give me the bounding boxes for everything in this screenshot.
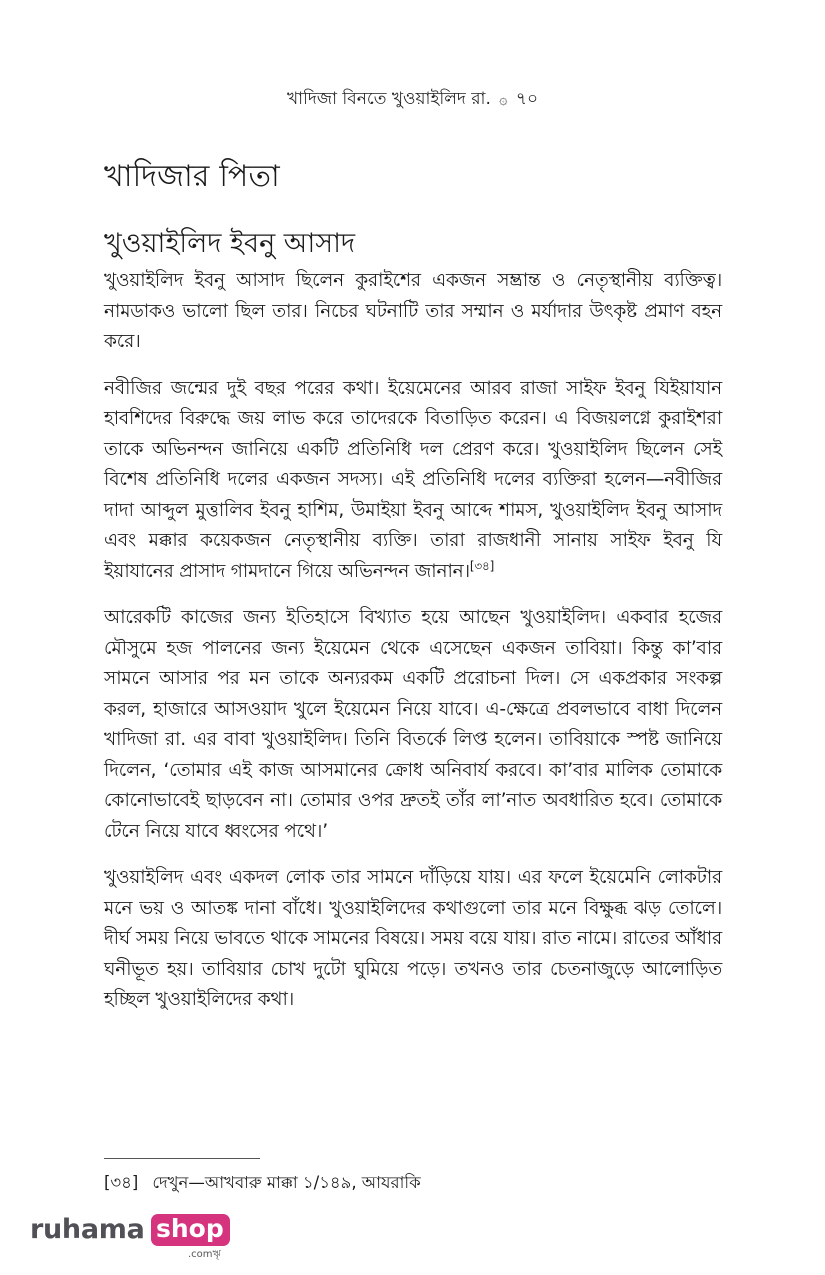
section-title: খুওয়াইলিদ ইবনু আসাদ xyxy=(104,228,356,259)
running-header xyxy=(0,86,825,114)
paragraph-1: খুওয়াইলিদ ইবনু আসাদ ছিলেন কুরাইশের একজন সম্ভ্রান্ত ও নেতৃস্থানীয় ব্যক্তিত্ব। নামডাকও ভালো ছিল তার। নিচের ঘটনাটি তার সম্মান ও মর্যাদার উৎকৃষ্ট প্রমাণ বহন করে। xyxy=(104,270,722,352)
paragraph-3: আরেকটি কাজের জন্য ইতিহাসে বিখ্যাত হয়ে আছেন খুওয়াইলিদ। একবার হজের মৌসুমে হজ পালনের জন্য ইয়েমেন থেকে এসেছেন একজন তাবিয়া। কিন্তু কা’বার সামনে আসার পর মন তাকে অন্যরকম একটি প্ররোচনা দিল। সে একপ্রকার সংকল্প করল, হাজারে আসওয়াদ খুলে ইয়েমেন নিয়ে যাবে। এ-ক্ষেত্রে প্রবলভাবে বাধা দিলেন খাদিজা রা. এর বাবা খুওয়াইলিদ। তিনি বিতর্কে লিপ্ত হলেন। তাবিয়াকে স্পষ্ট জানিয়ে দিলেন, ‘তোমার এই কাজ আসমানের ক্রোধ অনিবার্য করবে। কা’বার মালিক তোমাকে কোনোভাবেই ছাড়বেন না। তোমার ওপর দ্রুতই তাঁর লা’নাত অবধারিত হবে। তোমাকে টেনে নিয়ে যাবে ধ্বংসের পথে।’ xyxy=(104,607,722,842)
running-title: খাদিজা বিনতে খুওয়াইলিদ রা. xyxy=(286,89,491,109)
paragraph-2 xyxy=(104,374,722,588)
footnote-reference[interactable]: [৩৪] xyxy=(469,558,495,573)
paragraph-2-text: নবীজির জন্মের দুই বছর পরের কথা। ইয়েমেনের আরব রাজা সাইফ ইবনু যিইয়াযান হাবশিদের বিরুদ্ধে জয় লাভ করে তাদেরকে বিতাড়িত করেন। এ বিজয়লগ্নে কুরাইশরা তাকে অভিনন্দন জানিয়ে একটি প্রতিনিধি দল প্রেরণ করে। খুওয়াইলিদ ছিলেন সেই বিশেষ প্রতিনিধি দলের একজন সদস্য। এই প্রতিনিধি দলের ব্যক্তিরা হলেন—নবীজির দাদা আব্দুল মুত্তালিব ইবনু হাশিম, উমাইয়া ইবনু আব্দে শামস, খুওয়াইলিদ ইবনু আসাদ এবং মক্কার কয়েকজন নেতৃস্থানীয় ব্যক্তি। তারা রাজধানী সানায় সাইফ ইবনু যি ইয়াযানের প্রাসাদ গামদানে গিয়ে অভিনন্দন জানান। xyxy=(104,377,722,582)
footnote xyxy=(104,1170,421,1197)
logo-text-ruhama: ruhama xyxy=(30,1214,145,1245)
chapter-title: খাদিজার পিতা xyxy=(104,159,280,194)
ornament-icon: ۞ xyxy=(499,92,508,108)
page-number: ৭০ xyxy=(515,89,539,109)
paragraph-4: খুওয়াইলিদ এবং একদল লোক তার সামনে দাঁড়িয়ে যায়। এর ফলে ইয়েমেনি লোকটার মনে ভয় ও আতঙ্ক দানা বাঁধে। খুওয়াইলিদের কথাগুলো তার মনে বিক্ষুব্ধ ঝড় তোলে। দীর্ঘ সময় নিয়ে ভাবতে থাকে সামনের বিষয়ে। সময় বয়ে যায়। রাত নামে। রাতের আঁধার ঘনীভূত হয়। তাবিয়ার চোখ দুটো ঘুমিয়ে পড়ে। তখনও তার চেতনাজুড়ে আলোড়িত হচ্ছিল খুওয়াইলিদের কথা। xyxy=(104,867,722,1010)
footnote-number: [৩৪] xyxy=(104,1173,139,1192)
logo-text-com: .comৠ xyxy=(188,1249,221,1260)
logo-text-shop: shop xyxy=(151,1214,230,1246)
footnote-text: দেখুন—আখবারু মাক্কা ১/১৪৯, আযরাকি xyxy=(152,1173,421,1192)
footnote-divider xyxy=(104,1158,260,1159)
body-text xyxy=(104,266,722,1032)
ruhama-shop-logo xyxy=(30,1212,230,1262)
